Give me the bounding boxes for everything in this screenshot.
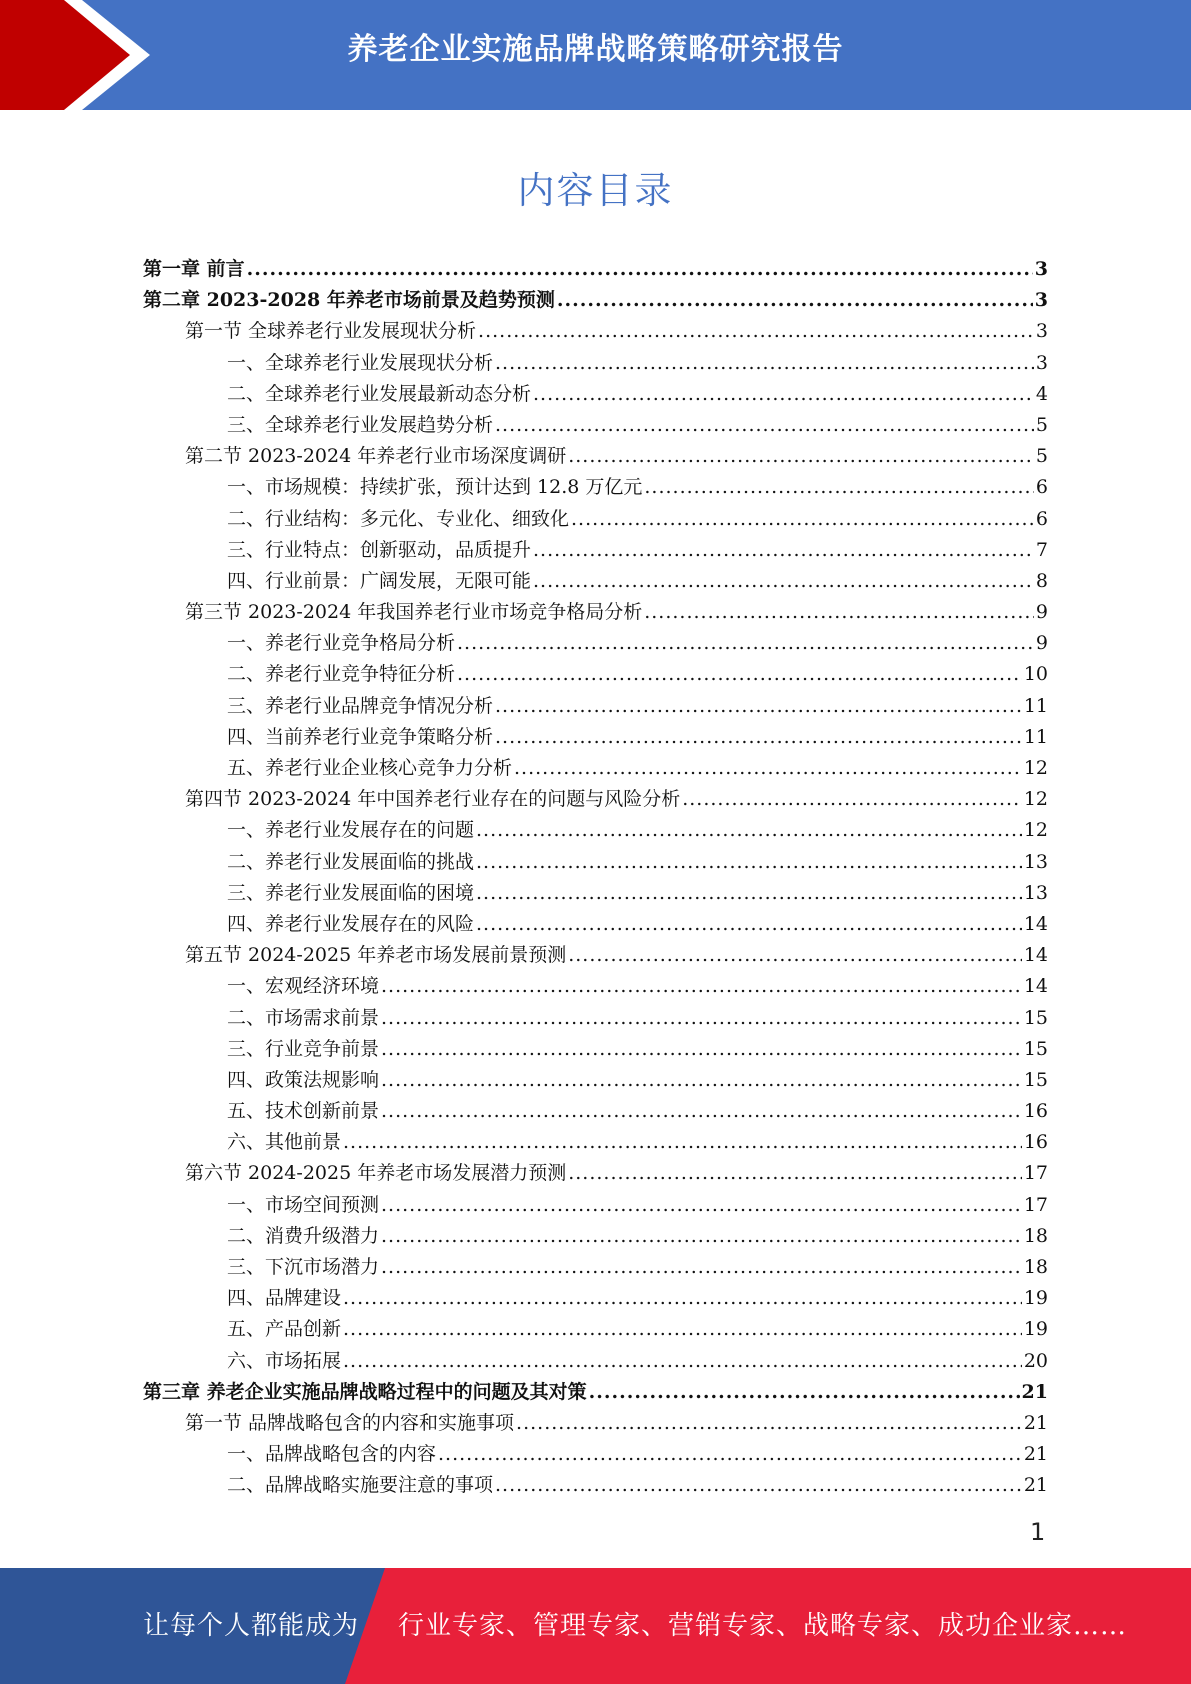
toc-entry[interactable] xyxy=(143,1003,1048,1034)
toc-leader-dots xyxy=(381,1190,1022,1221)
toc-entry-label: 第一节 品牌战略包含的内容和实施事项 xyxy=(185,1411,515,1434)
toc-entry[interactable] xyxy=(143,348,1048,379)
toc-leader-dots xyxy=(457,628,1034,659)
toc-entry-label: 六、市场拓展 xyxy=(227,1349,342,1372)
toc-leader-dots xyxy=(568,940,1022,971)
toc-entry-label: 第三章 养老企业实施品牌战略过程中的问题及其对策 xyxy=(143,1380,587,1403)
toc-entry-page: 13 xyxy=(1023,850,1048,873)
toc-entry-page: 21 xyxy=(1023,1474,1048,1497)
toc-entry-page: 12 xyxy=(1023,819,1048,842)
toc-entry-label: 第三节 2023-2024 年我国养老行业市场竞争格局分析 xyxy=(185,601,643,624)
toc-entry-label: 第二章 2023-2028 年养老市场前景及趋势预测 xyxy=(143,289,555,312)
toc-entry[interactable] xyxy=(143,472,1048,503)
toc-entry-page: 12 xyxy=(1023,757,1048,779)
toc-leader-dots xyxy=(682,784,1022,815)
toc-leader-dots xyxy=(381,1034,1022,1065)
toc-entry[interactable] xyxy=(143,659,1048,690)
toc-leader-dots xyxy=(589,1377,1020,1408)
toc-entry[interactable] xyxy=(143,722,1048,753)
toc-leader-dots xyxy=(381,1096,1022,1127)
toc-entry-label: 五、产品创新 xyxy=(227,1318,342,1341)
toc-entry-label: 三、行业竞争前景 xyxy=(227,1037,380,1060)
toc-entry-label: 四、行业前景：广阔发展，无限可能 xyxy=(227,569,532,592)
toc-entry-label: 二、消费升级潜力 xyxy=(227,1224,380,1247)
toc-entry-page: 15 xyxy=(1023,1006,1048,1029)
toc-entry-label: 第五节 2024-2025 年养老市场发展前景预测 xyxy=(185,944,567,967)
toc-entry-page: 6 xyxy=(1035,507,1048,530)
toc-entry[interactable] xyxy=(143,1221,1048,1252)
toc-entry-label: 三、养老行业发展面临的困境 xyxy=(227,881,475,904)
toc-entry-label: 二、行业结构：多元化、专业化、细致化 xyxy=(227,507,570,530)
toc-leader-dots xyxy=(533,535,1034,566)
toc-entry-label: 四、养老行业发展存在的风险 xyxy=(227,912,475,935)
toc-entry[interactable] xyxy=(143,1314,1048,1345)
toc-entry[interactable] xyxy=(143,379,1048,410)
toc-leader-dots xyxy=(438,1439,1022,1470)
toc-leader-dots xyxy=(381,971,1022,1002)
toc-entry-page: 14 xyxy=(1023,975,1048,998)
toc-leader-dots xyxy=(571,504,1034,535)
toc-entry[interactable] xyxy=(143,535,1048,566)
toc-leader-dots xyxy=(495,722,1022,753)
toc-entry[interactable] xyxy=(143,971,1048,1002)
toc-entry-page: 11 xyxy=(1023,694,1048,717)
toc-leader-dots xyxy=(247,254,1033,285)
toc-entry[interactable] xyxy=(143,815,1048,846)
toc-entry-page: 14 xyxy=(1023,912,1048,935)
toc-entry[interactable] xyxy=(143,566,1048,597)
toc-leader-dots xyxy=(343,1127,1022,1158)
toc-entry-page: 3 xyxy=(1035,320,1048,343)
toc-entry[interactable] xyxy=(143,1470,1048,1501)
toc-entry[interactable] xyxy=(143,1283,1048,1314)
toc-entry[interactable] xyxy=(143,285,1048,316)
toc-entry[interactable] xyxy=(143,847,1048,878)
toc-entry[interactable] xyxy=(143,504,1048,535)
toc-entry-page: 3 xyxy=(1035,351,1048,374)
toc-entry-label: 一、市场空间预测 xyxy=(227,1193,380,1216)
toc-entry-label: 五、技术创新前景 xyxy=(227,1100,380,1123)
toc-leader-dots xyxy=(381,1003,1022,1034)
toc-leader-dots xyxy=(381,1221,1022,1252)
toc-entry-page: 6 xyxy=(1035,476,1048,499)
toc-entry-label: 三、下沉市场潜力 xyxy=(227,1256,380,1278)
toc-entry[interactable] xyxy=(143,1065,1048,1096)
toc-entry-page: 18 xyxy=(1023,1256,1048,1278)
toc-entry[interactable] xyxy=(143,1034,1048,1065)
toc-leader-dots xyxy=(476,909,1022,940)
toc-leader-dots xyxy=(343,1314,1022,1345)
toc-entry-page: 17 xyxy=(1023,1162,1048,1185)
toc-entry[interactable] xyxy=(143,909,1048,940)
toc-entry-label: 第一节 全球养老行业发展现状分析 xyxy=(185,320,477,343)
toc-entry-label: 一、品牌战略包含的内容 xyxy=(227,1443,437,1466)
footer-band xyxy=(0,1568,1191,1684)
toc-entry-label: 三、全球养老行业发展趋势分析 xyxy=(227,413,494,436)
toc-entry[interactable] xyxy=(143,254,1048,285)
toc-entry[interactable] xyxy=(143,1158,1048,1189)
toc-heading: 内容目录 xyxy=(517,169,674,212)
header-band xyxy=(0,0,1191,110)
toc-entry-label: 四、政策法规影响 xyxy=(227,1068,380,1091)
toc-leader-dots xyxy=(476,878,1022,909)
footer-slogan-left: 让每个人都能成为 xyxy=(143,1611,360,1641)
toc-leader-dots xyxy=(516,1408,1022,1439)
toc-entry[interactable] xyxy=(143,410,1048,441)
toc-entry-label: 第四节 2023-2024 年中国养老行业存在的问题与风险分析 xyxy=(185,788,681,811)
toc-leader-dots xyxy=(343,1346,1022,1377)
toc-entry[interactable] xyxy=(143,1346,1048,1377)
toc-entry[interactable] xyxy=(143,1377,1048,1408)
toc-entry-label: 一、宏观经济环境 xyxy=(227,975,380,998)
toc-entry[interactable] xyxy=(143,784,1048,815)
toc-entry-label: 一、市场规模：持续扩张，预计达到 12.8 万亿元 xyxy=(227,476,643,499)
toc-entry[interactable] xyxy=(143,1252,1048,1283)
toc-leader-dots xyxy=(343,1283,1022,1314)
toc-leader-dots xyxy=(514,753,1022,784)
toc-entry[interactable] xyxy=(143,628,1048,659)
toc-entry-page: 13 xyxy=(1023,881,1048,904)
toc-leader-dots xyxy=(557,285,1033,316)
toc-entry-page: 5 xyxy=(1035,413,1048,436)
page-number: 1 xyxy=(1030,1518,1046,1546)
toc-entry-label: 三、行业特点：创新驱动，品质提升 xyxy=(227,538,532,561)
toc-entry-page: 21 xyxy=(1021,1380,1048,1403)
toc-entry[interactable] xyxy=(143,1190,1048,1221)
toc-entry-page: 11 xyxy=(1023,725,1048,748)
toc-entry-label: 一、养老行业发展存在的问题 xyxy=(227,819,475,842)
toc-entry[interactable] xyxy=(143,1408,1048,1439)
toc-entry[interactable] xyxy=(143,441,1048,472)
toc-entry-label: 一、养老行业竞争格局分析 xyxy=(227,632,456,655)
toc-entry-page: 4 xyxy=(1035,382,1048,405)
toc-leader-dots xyxy=(533,566,1034,597)
toc-leader-dots xyxy=(533,379,1034,410)
toc-leader-dots xyxy=(478,316,1034,347)
toc-entry-label: 二、全球养老行业发展最新动态分析 xyxy=(227,382,532,405)
toc-entry[interactable] xyxy=(143,1096,1048,1127)
toc-entry-page: 19 xyxy=(1023,1287,1048,1310)
toc-entry-label: 五、养老行业企业核心竞争力分析 xyxy=(227,757,513,779)
toc-entry[interactable] xyxy=(143,597,1048,628)
table-of-contents xyxy=(143,254,1048,1502)
toc-entry[interactable] xyxy=(143,691,1048,722)
toc-entry-page: 5 xyxy=(1035,445,1048,468)
toc-leader-dots xyxy=(644,472,1034,503)
toc-entry[interactable] xyxy=(143,316,1048,347)
toc-entry-label: 四、品牌建设 xyxy=(227,1287,342,1310)
toc-entry-label: 一、全球养老行业发展现状分析 xyxy=(227,351,494,374)
toc-entry-page: 9 xyxy=(1035,601,1048,624)
toc-entry-page: 10 xyxy=(1023,663,1048,686)
toc-leader-dots xyxy=(457,659,1022,690)
toc-entry[interactable] xyxy=(143,940,1048,971)
toc-entry-label: 二、品牌战略实施要注意的事项 xyxy=(227,1474,494,1497)
toc-entry[interactable] xyxy=(143,878,1048,909)
toc-entry[interactable] xyxy=(143,1439,1048,1470)
toc-entry-page: 7 xyxy=(1035,538,1048,561)
toc-entry-label: 第六节 2024-2025 年养老市场发展潜力预测 xyxy=(185,1162,567,1185)
toc-leader-dots xyxy=(495,348,1034,379)
footer-slogan-right: 行业专家、管理专家、营销专家、战略专家、成功企业家…… xyxy=(398,1611,1128,1641)
toc-entry-page: 3 xyxy=(1034,258,1048,280)
toc-entry-label: 二、养老行业发展面临的挑战 xyxy=(227,850,475,873)
toc-leader-dots xyxy=(568,1158,1022,1189)
toc-entry[interactable] xyxy=(143,1127,1048,1158)
toc-entry-page: 21 xyxy=(1023,1411,1048,1434)
toc-entry-page: 15 xyxy=(1023,1037,1048,1060)
toc-leader-dots xyxy=(495,1470,1022,1501)
toc-entry-label: 四、当前养老行业竞争策略分析 xyxy=(227,725,494,748)
toc-entry-page: 16 xyxy=(1023,1131,1048,1154)
toc-entry-label: 三、养老行业品牌竞争情况分析 xyxy=(227,694,494,717)
toc-leader-dots xyxy=(644,597,1034,628)
toc-entry-page: 15 xyxy=(1023,1068,1048,1091)
toc-entry-page: 21 xyxy=(1023,1443,1048,1466)
toc-entry-page: 17 xyxy=(1023,1193,1048,1216)
toc-entry-label: 二、市场需求前景 xyxy=(227,1006,380,1029)
toc-leader-dots xyxy=(476,815,1022,846)
toc-entry-page: 8 xyxy=(1035,569,1048,592)
toc-entry[interactable] xyxy=(143,753,1048,784)
toc-entry-page: 14 xyxy=(1023,944,1048,967)
toc-leader-dots xyxy=(381,1065,1022,1096)
toc-entry-page: 16 xyxy=(1023,1100,1048,1123)
toc-entry-label: 第一章 前言 xyxy=(143,258,245,280)
toc-entry-label: 第二节 2023-2024 年养老行业市场深度调研 xyxy=(185,445,567,468)
toc-entry-page: 19 xyxy=(1023,1318,1048,1341)
toc-entry-page: 9 xyxy=(1035,632,1048,655)
toc-entry-label: 二、养老行业竞争特征分析 xyxy=(227,663,456,686)
toc-leader-dots xyxy=(381,1252,1022,1283)
report-title: 养老企业实施品牌战略策略研究报告 xyxy=(347,32,844,67)
toc-entry-page: 20 xyxy=(1023,1349,1048,1372)
toc-entry-page: 18 xyxy=(1023,1224,1048,1247)
toc-entry-label: 六、其他前景 xyxy=(227,1131,342,1154)
toc-entry-page: 12 xyxy=(1023,788,1048,811)
toc-leader-dots xyxy=(476,847,1022,878)
toc-leader-dots xyxy=(495,410,1034,441)
toc-leader-dots xyxy=(568,441,1034,472)
toc-leader-dots xyxy=(495,691,1022,722)
toc-entry-page: 3 xyxy=(1034,289,1048,312)
